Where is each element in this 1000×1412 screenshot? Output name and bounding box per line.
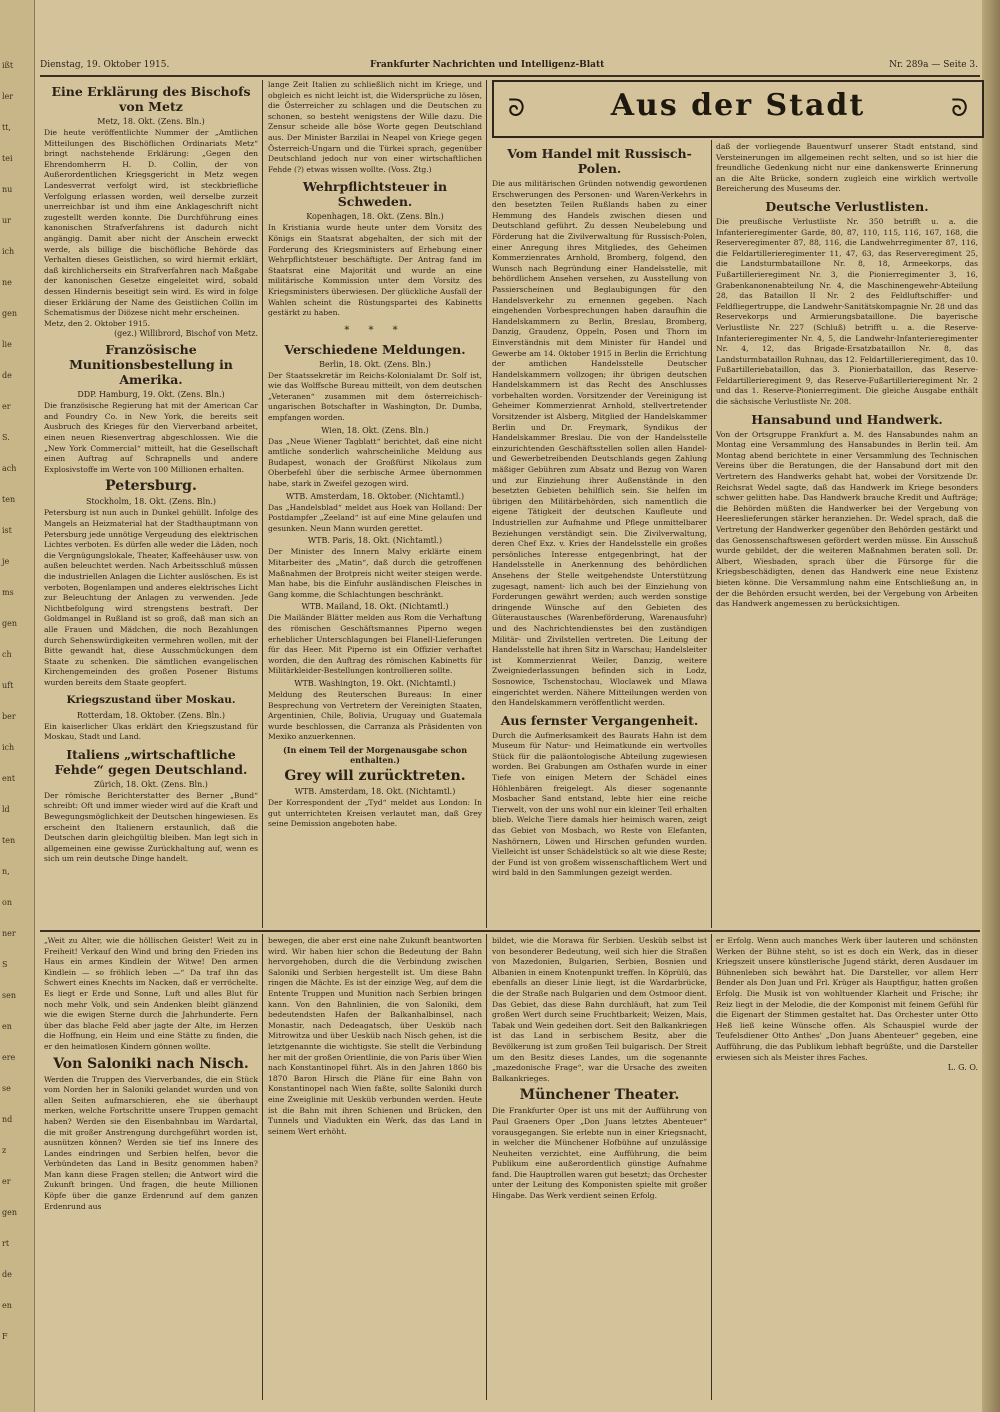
- article-text: Werden die Truppen des Vierverbandes, die ein Stück vom Norden her in Saloniki gelandet wurden und von allen Seiten aufmarschieren, ehe sie überhaupt merken, welche Fortschritte unsere Truppen gemacht haben? Werden sie den Eisenbahnbau im Wardartal, die mit großer Anstrengung durchgeführt worden ist, ausnützen können? Werden sie tief ins Innere des Landes eindringen und Serbien helfen, bevor die Verbündeten das Land in Besitz genommen haben? Man kann diese Fragen stellen; die Antwort wird die Zukunft bringen. Und fragen, die heute Millionen Köpfe über die ganze Erdenrund auf dem ganzen Erdenrund aus: [44, 1074, 258, 1211]
- article-heading: Eine Erklärung des Bischofs von Metz: [51, 84, 251, 114]
- bottom-column-2: [268, 936, 482, 1398]
- article-heading: Wehrpflichtsteuer in Schweden.: [302, 179, 448, 210]
- dateline: Zürich, 18. Okt. (Zens. Bln.): [94, 779, 208, 789]
- dateline: Rotterdam, 18. Oktober. (Zens. Bln.): [77, 710, 225, 720]
- column-4: [716, 142, 978, 928]
- section-stars: * * *: [344, 324, 406, 336]
- article-text: Die französische Regierung hat mit der American Car and Foundry Co. in New York, die bereits seit Ausbruch des Krieges für den Vierverband arbeitet, einen neuen Riesenvertrag abgeschlossen. Wie die „New York Commercial“ mitteilt, hat die Gesellschaft einen Auftrag auf Schrapnells und andere Explosivstoffe im Werte von 100 Millionen erhalten.: [44, 401, 258, 474]
- adjacent-page-fragment: ber: [2, 712, 16, 721]
- adjacent-page-fragment: er: [2, 402, 11, 411]
- article-text: lange Zeit Italien zu schließlich nicht im Kriege, und obgleich es nicht leicht ist, die Widersprüche zu lösen, die Österreicher zu schlagen und die Deutschen zu schonen, so besteht wenigstens der Wille dazu. Die Zensur scheide alle böse Worte gegen Deutschland aus. Der Minister Barzilai in Neapel von Kriege gegen Österreich-Ungarn und die Türkei sprach, gegenüber Deutschland jedoch nur von einer wirtschaftlichen Fehde (?) etwas wissen wollte. (Voss. Ztg.): [268, 80, 482, 174]
- adjacent-page-fragment: S: [2, 960, 8, 969]
- column-3: [492, 142, 707, 928]
- article-heading: Petersburg.: [105, 478, 197, 495]
- adjacent-page-fragment: n,: [2, 867, 10, 876]
- page-edge-shadow: [982, 0, 1000, 1412]
- dateline: Berlin, 18. Okt. (Zens. Bln.): [319, 359, 431, 369]
- article-heading: Deutsche Verlustlisten.: [765, 198, 929, 214]
- article-text: daß der vorliegende Bauentwurf unserer Stadt entstand, sind Versteinerungen im allgemeinen recht selten, und so ist hier die freundliche Gedenkung nicht nur eine dankenswerte Erinnerung an die Alte Brücke, sondern zugleich eine wirklich wertvolle Bereicherung des Museums der.: [716, 142, 978, 194]
- article-text: Der römische Berichterstatter des Berner „Bund“ schreibt: Oft und immer wieder wird auf die Kraft und Bewegungsmöglichkeit der Deutschen hingewiesen. Es erscheint den Italienern erstaunlich, daß die Deutschen darin gleichgültig bleiben. Man legt sich in allgemeinen eine gewisse Zurückhaltung auf, wenn es sich um rein deutsche Dinge handelt.: [44, 790, 258, 864]
- adjacent-page-fragment: ere: [2, 1053, 16, 1062]
- article-heading: Hansabund und Handwerk.: [751, 411, 943, 427]
- article-text: Die heute veröffentlichte Nummer der „Amtlichen Mitteilungen des Bischöflichen Ordinariats Metz“ bringt nachstehende Erklärung: „Gegen den Ehrendomherrn H. D. Collin, der von Außerordentlichen Kriegsgericht in Metz wegen Landesverrat verfolgt wird, ist steckbriefliche Verfolgung erlassen worden, weil derselbe zurzeit unerreichbar ist und ihm eine Anklageschrift nicht zugestellt werden konnte. Die Durchführung eines kanonischen Strafverfahrens ist dadurch nicht angängig. Damit aber nicht der Anschein erweckt werde, als billige die bischöfliche Behörde das Verhalten dieses Geistlichen, so wird hiermit erklärt, daß kirchlicherseits ein Strafverfahren nach Maßgabe der kanonischen Gesetze eingeleitet wird, sobald dessen Hindernis beseitigt sein wird. Es wird in folge dieser Erklärung der Name des Geistlichen Collin im Schematismus der Diözese nicht mehr erscheinen.: [44, 128, 258, 318]
- article-heading: Französische Munitionsbestellung in Amerika.: [69, 342, 233, 388]
- article-text: Von der Ortsgruppe Frankfurt a. M. des Hansabundes nahm an Montag eine Versammlung des Hansabundes in Berlin teil. Am Montag abend berichtete in einer Versammlung des Technischen Vereins über die Beratungen, die der Hansabund dort mit den Vertretern des Handwerks gehabt hat, wobei der Vorsitzende Dr. Reichsrat Wedel sagte, daß das Handwerk im Kriege besonders schwer gelitten habe. Das Handwerk brauche Kredit und Aufträge; die Behörden müßten die Handwerker bei der Vergebung von Heereslieferungen stärker heranziehen. Dr. Wedel sprach, daß die Vertretung der Handwerker gegenüber den Behörden gestärkt und das Genossenschaftswesen gefördert werden müsse. Ein Ausschuß wurde gebildet, der die weiteren Maßnahmen beraten soll. Dr. Albert, Wiesbaden, sprach über die Fürsorge für die Kriegsbeschädigten, denen das Handwerk eine neue Existenz bieten könne. Die Versammlung nahm eine Entschließung an, in der die Behörden ersucht werden, bei der Vergebung von Arbeiten das Handwerk angemessen zu berücksichtigen.: [716, 429, 978, 609]
- column-rule: [486, 934, 487, 1400]
- article-heading: Münchener Theater.: [519, 1087, 680, 1104]
- adjacent-page-fragment: tt,: [2, 123, 11, 132]
- section-rule: [40, 930, 980, 932]
- article-heading: Grey will zurücktreten.: [284, 767, 466, 784]
- adjacent-page-fragment: ten: [2, 836, 16, 845]
- adjacent-page-fragment: ch: [2, 650, 12, 659]
- adjacent-page-fragment: ms: [2, 588, 14, 597]
- article-text: Der Korrespondent der „Tyd“ meldet aus London: In gut unterrichteten Kreisen verlautet man, daß Grey seine Demission angeboten habe.: [268, 797, 482, 829]
- article-heading: Vom Handel mit Russisch-Polen.: [507, 146, 692, 176]
- adjacent-page-fragment: ten: [2, 495, 16, 504]
- section-title: Aus der Stadt: [610, 88, 866, 123]
- article-text: „Weit zu Alter, wie die höllischen Geister! Weit zu in Freiheit! Verkauf den Wind und bring den Frieden ins Haus ein armes Kindlein der Witwe! Den armen Kindlein — so fröhlich leben —“ Da traf ihn das Schwert eines Knechts im Nacken, daß er verröchelte. Es liegt er Erde und Sonne, Luft und alles Blut für noch mehr Volk, und sein Andenken bleibt glänzend wie die ewigen Sterne durch die Jahrhunderte. Fern über das blache Feld aber jagte der Alte, im Herzen die Hoffnung, ein Heim und eine Stätte zu finden, die er den heimatlosen Kindern gönnen wollte.: [44, 936, 258, 1051]
- article-text: Die preußische Verlustliste Nr. 350 betrifft u. a. die Infanterieregimenter Garde, 80, 87, 110, 115, 116, 167, 168, die Reserveregimenter 87, 88, 116, die Landwehrregimenter 87, 116, die Feldartillerieregimenter 11, 47, 63, das Reserveregiment 25, die Landsturmbataillone Nr. 8, 18, Armeekorps, das Fußartillerieregiment Nr. 3, die Pionierregimenter 3, 16, Grabenkanonenabteilung Nr. 4, die Maschinengewehr-Abteilung 28, das Bataillon II Nr. 2 des Feldluftschiffer- und Feldfliegertruppe, die Landwehr-Sanitätskompagnie Nr. 28 und das Reservekorps und Armierungsbataillone. Die bayerische Verlustliste Nr. 227 (Schluß) betrifft u. a. die Reserve-Infanterieregimenter Nr. 4, 5, die Landwehr-Infanterieregimenter Nr. 4, 12, das Brigade-Ersatzbataillon Nr. 8, das Landsturmbataillon Ruhnau, das 12. Feldartillerieregiment, das 10. Fußartilleriebataillon, das 3. Pionierbataillon, das Reserve-Feldartillerieregiment 9, das Reserve-Fußartillerieregiment Nr. 2 und das 1. Reserve-Pionierregiment. Die gleiche Ausgabe enthält die sächsische Verlustliste Nr. 208.: [716, 216, 978, 407]
- article-text: Meldung des Reuterschen Bureaus: In einer Besprechung von Vertretern der Vereinigten Staaten, Argentinien, Chile, Bolivia, Uruguay und Guatemala wurde beschlossen, die Carranza als Präsidenten von Mexiko anzuerkennen.: [268, 689, 482, 742]
- article-text: Das „Neue Wiener Tagblatt“ berichtet, daß eine nicht amtliche sonderlich wahrscheinliche Meldung aus Budapest, wonach der Großfürst Nikolaus zum Oberbefehl über die serbische Armee übernommen habe, stark in Zweifel gezogen wird.: [268, 436, 482, 489]
- dateline: WTB. Amsterdam, 18. Okt. (Nichtamtl.): [294, 786, 456, 796]
- page-header: [40, 60, 990, 74]
- column-rule: [262, 80, 263, 928]
- adjacent-page-edge: [0, 0, 35, 1412]
- adjacent-page-fragment: sen: [2, 991, 16, 1000]
- dateline: WTB. Washington, 19. Okt. (Nichtamtl.): [294, 678, 456, 688]
- adjacent-page-fragment: en: [2, 1301, 12, 1310]
- ornament-right-icon: ᘐ: [951, 94, 968, 122]
- editor-note: (In einem Teil der Morgenausgabe schon enthalten.): [282, 744, 468, 765]
- article-text: Durch die Aufmerksamkeit des Baurats Hahn ist dem Museum für Natur- und Heimatkunde ein wertvolles Stück für die paläontologische Abteilung zugewiesen worden. Bei Grabungen am Osthafen wurde in einer Tiefe von einigen Metern der Schädel eines Höhlenbären freigelegt. Als dieser sogenannte Mosbacher Sand entstand, lebte hier eine reiche Tierwelt, von der uns wohl nur ein kleiner Teil erhalten blieb. Welche Tiere damals hier heimisch waren, zeigt das Gebiet von Mosbach, wo Reste von Elefanten, Nashörnern, Löwen und Hirschen gefunden wurden. Vielleicht ist unser Schädelstück so alt wie diese Reste; der Fund ist von großem wissenschaftlichem Wert und wird bald in den Sammlungen gezeigt werden.: [492, 730, 707, 878]
- article-text: Petersburg ist nun auch in Dunkel gehüllt. Infolge des Mangels an Heizmaterial hat der Stadthauptmann von Petersburg jede unnötige Vergeudung des elektrischen Lichtes verboten. Es dürfen alle weder die Läden, noch die Vergnügungslokale, Theater, Kaffeehäuser usw. von außen beleuchtet werden. Nach Arbeitsschluß müssen die industriellen Anlagen die Lichter auslöschen. Es ist verboten, Bogenlampen und anderes elektrisches Licht zur Beleuchtung der Anlagen zu verwenden. Jede Nichtbefolgung wird strengstens bestraft. Der Goldmangel in Rußland ist so groß, daß man sich an alle Frauen und Mädchen, die noch Bezahlungen durch Sehenswürdigkeiten vermehren wollen, mit der Bitte gewandt hat, diese Ausschmückungen dem Staate zu schenken. Die sämtlichen evangelischen Kirchengemeinden des großen Posener Bistums wurden bereits dem Staate geopfert.: [44, 508, 258, 687]
- article-text: Ein kaiserlicher Ukas erklärt den Kriegszustand für Moskau, Stadt und Land.: [44, 721, 258, 742]
- adjacent-page-fragment: ich: [2, 247, 15, 256]
- adjacent-page-fragment: ne: [2, 278, 12, 287]
- header-rule: [40, 75, 980, 77]
- article-text: Die aus militärischen Gründen notwendig gewordenen Erschwerungen des Personen- und Waren-Verkehrs in den besetzten Teilen Rußlands haben zu einer Hemmung des Handels zwischen diesen und Deutschland geführt. Zu dessen Neubelebung und Förderung hat die Zivilverwaltung für Russisch-Polen, einer Anregung ihres Mitgliedes, des Geheimen Kommerzienrates Arnhold, Bromberg, folgend, den Wunsch nach Begründung einer Handelsstelle, mit behördlichem Ansehen versehen, zu Ausstellung von Passierscheinen und Beglaubigungen für den Handelsverkehr zu ernennen gegeben. Nach eingehenden Vorbesprechungen haben daraufhin die Handelskammern zu Berlin, Breslau, Bromberg, Danzig, Graudenz, Oppeln, Posen und Thorn im Einverständnis mit dem Minister für Handel und Gewerbe am 14. Oktober 1915 in Berlin die Errichtung der amtlichen Handelsstelle Deutscher Handelskammern vollzogen; ihr übrigen deutschen Handelskammern ist das Recht des Anschlusses vorbehalten worden. Vorsitzender der Vereinigung ist Geheimer Kommerzienrat Arnhold, stellvertretender Vorsitzender ist Alsberg, Mitglied der Handelskammer Berlin und Dr. Freymark, Syndikus der Handelskammer Breslau. Die von der Handelsstelle einzurichtenden Geschäftsstellen sollen allen Handel- und Gewerbetreibenden Deutschlands gegen Zahlung mäßiger Gebühren zum Absatz und Bezug von Waren und zur Einziehung ihrer Außenstände in den besetzten Gebieten behilflich sein. Sie helfen im übrigen den Militärbehörden, sich namentlich die eigene Tätigkeit der deutschen Kaufleute und Industriellen zur Aufnahme und Pflege unmittelbarer Beziehungen verständigt sein. Die Zivilverwaltung, deren Chef Exz. v. Kries der Handelsstelle ein großes persönliches Interesse entgegenbringt, hat der Handelsstelle in Anerkennung des behördlichen Ansehens der Stelle weitgehendste Unterstützung zugesagt, nament- lich auch bei der Einziehung von Forderungen gewährt werden; auch werden sonstige dringende Wünsche auf den Gebieten des Güteraustausches (Warenbeförderung, Warenausfuhr) und des Nachrichtendienstes bei den zuständigen Militär- und Zivilstellen vertreten. Die Leitung der Handelsstelle hat ihren Sitz in Warschau; Handelsleiter ist Kommerzienrat Weiler, Danzig, weitere Zweigniederlassungen befinden sich in Lodz, Sosnowice, Tschenstochau, Wloclawek und Mlawa eingerichtet werden. Nähere Mitteilungen werden von den Handelskammern veröffentlicht werden.: [492, 179, 707, 708]
- adjacent-page-fragment: nu: [2, 185, 13, 194]
- adjacent-page-fragment: se: [2, 1084, 11, 1093]
- dateline: DDP. Hamburg, 19. Okt. (Zens. Bln.): [77, 390, 225, 400]
- section-title-box: [492, 80, 984, 138]
- author-initials: L. G. O.: [947, 1063, 978, 1073]
- adjacent-page-fragment: ur: [2, 216, 11, 225]
- ornament-left-icon: ᘐ: [508, 94, 525, 122]
- dateline: WTB. Paris, 18. Okt. (Nichtamtl.): [307, 536, 443, 546]
- article-text: bewegen, die aber erst eine nahe Zukunft beantworten wird. Wir haben hier schon die Bedeutung der Bahn hervorgehoben, durch die die Verbindung zwischen Saloniki und Serbien hergestellt ist. Um diese Bahn ringen die Mächte. Es ist der einzige Weg, auf dem die Entente Truppen und Munition nach Serbien bringen kann. Von den Bahnlinien, die von Saloniki, dem bedeutendsten Hafen der Balkanhalbinsel, nach Monastir, nach Dedeagatsch, über Uesküb nach Mitrowitza und über Uesküb nach Nisch gehen, ist die letztgenannte die wichtigste. Sie stellt die Verbindung her mit der großen Orientlinie, die von Paris über Wien nach Konstantinopel führt. Als in den Jahren 1860 bis 1870 Baron Hirsch die Pläne für eine Bahn von Konstantinopel nach Wien faßte, sollte Saloniki durch eine Zweiglinie mit Uesküb verbunden werden. Heute ist die Bahn mit ihren Schienen und Brücken, den Tunnels und Viadukten ein Werk, das das Land in seinem Wert erhöht.: [268, 936, 482, 1136]
- header-page-number: Nr. 289a — Seite 3.: [889, 60, 978, 70]
- bottom-column-4: [716, 936, 978, 1398]
- column-rule: [711, 140, 712, 928]
- adjacent-page-fragment: ist: [2, 526, 12, 535]
- dateline: Wien, 18. Okt. (Zens. Bln.): [321, 425, 429, 435]
- adjacent-page-fragment: ner: [2, 929, 16, 938]
- adjacent-page-fragment: on: [2, 898, 12, 907]
- adjacent-page-fragment: S.: [2, 433, 10, 442]
- adjacent-page-fragment: gen: [2, 1208, 18, 1217]
- dateline: Kopenhagen, 18. Okt. (Zens. Bln.): [306, 212, 444, 222]
- adjacent-page-fragment: ich: [2, 743, 15, 752]
- adjacent-page-fragment: de: [2, 1270, 12, 1279]
- adjacent-page-fragment: uft: [2, 681, 14, 690]
- adjacent-page-fragment: ach: [2, 464, 17, 473]
- adjacent-page-fragment: je: [2, 557, 10, 566]
- dateline: WTB. Amsterdam, 18. Oktober. (Nichtamtl.): [285, 491, 465, 501]
- signature-date: Metz, den 2. Oktober 1915.: [44, 318, 151, 328]
- article-heading: Verschiedene Meldungen.: [284, 341, 466, 357]
- article-heading: Kriegszustand über Moskau.: [66, 693, 236, 706]
- article-text: Die Mailänder Blätter melden aus Rom die Verhaftung des römischen Geschäftsmannes Piperno wegen erheblicher Unterschlagungen bei Flanell-Lieferungen für das Heer. Mit Piperno ist ein Offizier verhaftet worden, die den Auftrag des römischen Kabinetts für Militärkleider-Bestellungen kontrollieren sollte.: [268, 613, 482, 676]
- column-rule: [262, 934, 263, 1400]
- adjacent-page-fragment: gen: [2, 619, 18, 628]
- article-text: Die Frankfurter Oper ist uns mit der Aufführung von Paul Graeners Oper „Don Juans letztes Abenteuer“ vorausgegangen. Sie erlebte nun in einer Kriegsnacht, in welcher die Münchener Hofbühne auf unzulässige Neuheiten verzichtet, eine Aufführung, die beim Publikum eine außerordentlich günstige Aufnahme fand. Die Hauptrollen waren gut besetzt; das Orchester unter der Leitung des Komponisten spielte mit großer Hingabe. Das Werk verdient seinen Erfolg.: [492, 1106, 707, 1201]
- signature: (gez.) Willibrord, Bischof von Metz.: [114, 329, 258, 339]
- adjacent-page-fragment: gen: [2, 309, 18, 318]
- adjacent-page-fragment: er: [2, 1177, 11, 1186]
- article-text: Das „Handelsblad“ meldet aus Hoek van Holland: Der Postdampfer „Zeeland“ ist auf eine Mine gelaufen und gesunken. Neun Mann wurden gerettet.: [268, 502, 482, 533]
- article-text: Der Minister des Innern Malvy erklärte einem Mitarbeiter des „Matin“, daß durch die getroffenen Maßnahmen der Brotpreis nicht weiter steigen werde. Man habe, bis die Einfuhr ausländischen Fleisches in Gang komme, die Schlachtungen beschränkt.: [268, 547, 482, 599]
- dateline: Stockholm, 18. Okt. (Zens. Bln.): [85, 497, 217, 507]
- adjacent-page-fragment: ler: [2, 92, 14, 101]
- article-text: bildet, wie die Morawa für Serbien. Uesküb selbst ist von besonderer Bedeutung, weil sich hier die Straßen von Mazedonien, Bulgarien, Serbien, Bosnien und Albanien in einem Knotenpunkt treffen. In Köprülü, das ebenfalls an dieser Linie liegt, ist die Wardarbrücke, die der Straße nach Bulgarien und dem Ostmoor dient. Das Gebiet, das diese Bahn durchläuft, hat zum Teil großen Wert durch seine Fruchtbarkeit; Weizen, Mais, Tabak und Wein gedeihen dort. Seit den Balkankriegen ist das Land in serbischem Besitz, aber die Bevölkerung ist zum großen Teil bulgarisch. Der Streit um den Besitz dieses Landes, um die sogenannte „mazedonische Frage“, war die Ursache des zweiten Balkankrieges.: [492, 936, 707, 1083]
- column-rule: [486, 80, 487, 928]
- header-date: Dienstag, 19. Oktober 1915.: [40, 60, 170, 70]
- column-rule: [711, 934, 712, 1400]
- bottom-column-3: [492, 936, 707, 1398]
- adjacent-page-fragment: lie: [2, 340, 12, 349]
- article-text: Der Staatssekretär im Reichs-Kolonialamt Dr. Solf ist, wie das Wolffsche Bureau mitteilt, von dem deutschen „Veteranen“ zusammen mit dem österreichisch-ungarischen Botschafter in Washington, Dr. Dumba, empfangen worden.: [268, 370, 482, 423]
- adjacent-page-fragment: tei: [2, 154, 13, 163]
- adjacent-page-fragment: ent: [2, 774, 16, 783]
- article-text: In Kristiania wurde heute unter dem Vorsitz des Königs ein Staatsrat abgehalten, der sich mit der Forderung des Kriegsministers auf Erhebung einer Wehrpflichtsteuer beschäftigte. Der Antrag fand im Staatsrat eine Majorität und wurde an eine militärische Kommission unter dem Vorsitz des Kriegsministers überwiesen. Der glückliche Ausfall der Wahlen scheint die Rüstungspartei des Kabinetts gestärkt zu haben.: [268, 223, 482, 318]
- dateline: Metz, 18. Okt. (Zens. Bln.): [97, 117, 205, 126]
- column-1: [44, 80, 258, 928]
- article-heading: Italiens „wirtschaftliche Fehde“ gegen Deutschland.: [54, 746, 248, 777]
- adjacent-page-fragment: de: [2, 371, 12, 380]
- adjacent-page-fragment: F: [2, 1332, 8, 1341]
- article-heading: Von Saloniki nach Nisch.: [53, 1055, 249, 1072]
- adjacent-page-fragment: ld: [2, 805, 10, 814]
- dateline: WTB. Mailand, 18. Okt. (Nichtamtl.): [301, 602, 449, 612]
- adjacent-page-fragment: ißt: [2, 61, 14, 70]
- bottom-column-1: [44, 936, 258, 1398]
- article-text: er Erfolg. Wenn auch manches Werk über lauteren und schönsten Werken der Bühne steht, so ist es doch ein Werk, das in dieser Kriegszeit unsere künstlerische Jugend stärkt, deren Ausdauer im Bühnenleben sich bewährt hat. Die Darsteller, vor allem Herr Bender als Don Juan und Frl. Krüger als Hauptfigur, hatten großen Erfolg. Die Musik ist von wohltuender Klarheit und Frische; ihr Reiz liegt in der Melodie, die der Komponist mit feinem Gefühl für die Eigenart der Stimmen gestaltet hat. Das Orchester unter Otto Heß ließ keine Wünsche offen. Als Schauspiel wurde der Teufelsdiener Otto Anthes' „Don Juans Abenteuer“ gegeben, eine Aufführung, die das Publikum lebhaft begrüßte, und die Darsteller erwiesen sich als Meister ihres Faches.: [716, 936, 978, 1062]
- adjacent-page-fragment: nd: [2, 1115, 13, 1124]
- adjacent-page-fragment: rt: [2, 1239, 10, 1248]
- header-masthead: Frankfurter Nachrichten und Intelligenz-Blatt: [370, 60, 605, 70]
- column-2: [268, 80, 482, 928]
- adjacent-page-fragment: en: [2, 1022, 12, 1031]
- article-heading: Aus fernster Vergangenheit.: [500, 712, 699, 728]
- adjacent-page-fragment: z: [2, 1146, 7, 1155]
